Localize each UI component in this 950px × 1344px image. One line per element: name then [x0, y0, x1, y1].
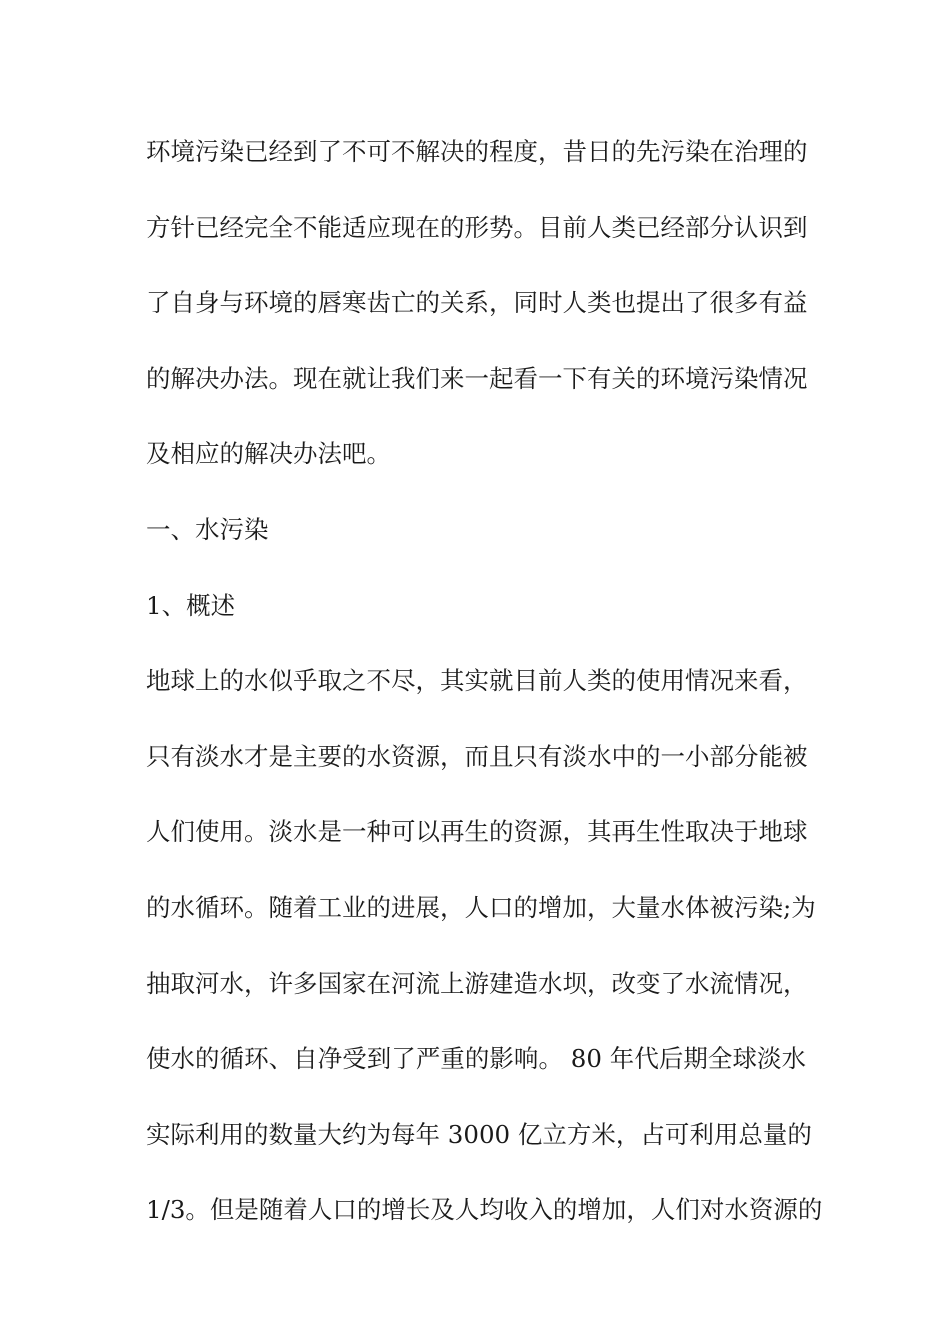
subsection-heading: 1、概述	[146, 590, 236, 620]
paragraph-line: 方针已经完全不能适应现在的形势。目前人类已经部分认识到	[146, 212, 808, 242]
intro-paragraph	[146, 127, 806, 505]
paragraph-line: 了自身与环境的唇寒齿亡的关系，同时人类也提出了很多有益	[146, 288, 808, 318]
paragraph-line: 的解决办法。现在就让我们来一起看一下有关的环境污染情况	[146, 363, 808, 393]
document-body	[146, 127, 823, 1261]
section-heading: 一、水污染	[146, 514, 269, 544]
paragraph-line: 1/3。但是随着人口的增长及人均收入的增加，人们对水资源的	[146, 1195, 823, 1225]
paragraph-line: 实际利用的数量大约为每年 3000 亿立方米，占可利用总量的	[146, 1119, 812, 1149]
paragraph-line: 环境污染已经到了不可不解决的程度，昔日的先污染在治理的	[146, 137, 808, 166]
paragraph-line: 及相应的解决办法吧。	[146, 439, 391, 469]
overview-paragraph	[146, 656, 823, 1261]
paragraph-line: 使水的循环、自净受到了严重的影响。 80 年代后期全球淡水	[146, 1044, 806, 1074]
paragraph-line: 地球上的水似乎取之不尽，其实就目前人类的使用情况来看，	[146, 666, 808, 696]
paragraph-line: 只有淡水才是主要的水资源，而且只有淡水中的一小部分能被	[146, 741, 808, 771]
paragraph-line: 人们使用。淡水是一种可以再生的资源，其再生性取决于地球	[146, 817, 808, 847]
paragraph-line: 的水循环。随着工业的进展，人口的增加，大量水体被污染;为	[146, 892, 816, 922]
paragraph-line: 抽取河水，许多国家在河流上游建造水坝，改变了水流情况，	[146, 968, 808, 998]
